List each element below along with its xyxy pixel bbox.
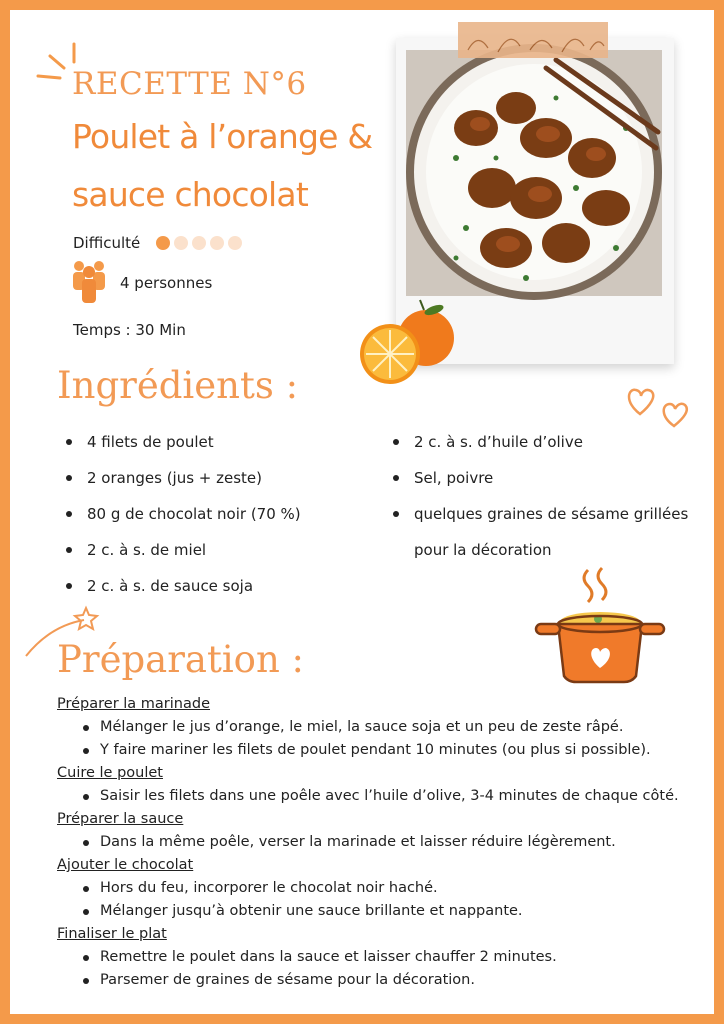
step-title: Cuire le poulet: [57, 765, 163, 781]
preparation-title: Préparation :: [57, 638, 305, 681]
cooking-pot-icon: [532, 564, 668, 688]
difficulty-dot: [228, 236, 242, 250]
prep-time: Temps : 30 Min: [73, 321, 186, 339]
ingredients-title: Ingrédients :: [57, 364, 299, 407]
recipe-title-line1: Poulet à l’orange &: [72, 117, 373, 156]
ingredient-item: 2 oranges (jus + zeste): [66, 469, 301, 505]
ingredient-item: 2 c. à s. d’huile d’olive: [393, 433, 688, 469]
step-instruction: Dans la même poêle, verser la marinade et laisser réduire légèrement.: [57, 831, 717, 854]
difficulty-dot: [192, 236, 206, 250]
ingredient-item: Sel, poivre: [393, 469, 688, 505]
difficulty-dot: [210, 236, 224, 250]
ingredient-item: quelques graines de sésame grillées: [393, 505, 688, 541]
step-title: Préparer la marinade: [57, 696, 211, 712]
hearts-icon: [624, 382, 694, 432]
ingredient-item: 2 c. à s. de miel: [66, 541, 301, 577]
difficulty-rating: [156, 236, 242, 250]
ingredient-item: pour la décoration: [414, 541, 552, 559]
step-instruction: Mélanger jusqu’à obtenir une sauce brillante et nappante.: [57, 900, 717, 923]
step-title: Ajouter le chocolat: [57, 857, 194, 873]
leaf-pattern: [458, 22, 608, 58]
step-title: Finaliser le plat: [57, 926, 167, 942]
step-instruction: Saisir les filets dans une poêle avec l’huile d’olive, 3-4 minutes de chaque côté.: [57, 785, 717, 808]
recipe-title-line2: sauce chocolat: [72, 175, 308, 214]
ingredients-list-left: [66, 433, 301, 613]
preparation-steps: [57, 693, 717, 992]
difficulty-dot: [174, 236, 188, 250]
step-instruction: Mélanger le jus d’orange, le miel, la sauce soja et un peu de zeste râpé.: [57, 716, 717, 739]
ingredient-item: 2 c. à s. de sauce soja: [66, 577, 301, 613]
orange-fruit-icon: [358, 298, 458, 390]
recipe-title: [72, 108, 372, 224]
washi-tape: [458, 22, 608, 58]
step-title: Préparer la sauce: [57, 811, 184, 827]
ingredient-item: 4 filets de poulet: [66, 433, 301, 469]
difficulty-dot: [156, 236, 170, 250]
servings: 4 personnes: [120, 274, 213, 292]
step-instruction: Remettre le poulet dans la sauce et laisser chauffer 2 minutes.: [57, 946, 717, 969]
step-instruction: Hors du feu, incorporer le chocolat noir haché.: [57, 877, 717, 900]
step-instruction: Parsemer de graines de sésame pour la décoration.: [57, 969, 717, 992]
ingredient-item: 80 g de chocolat noir (70 %): [66, 505, 301, 541]
recipe-number: RECETTE N°6: [72, 66, 307, 102]
people-icon: [72, 258, 106, 304]
ingredients-list-right: [393, 433, 688, 577]
difficulty-label: Difficulté: [73, 234, 141, 252]
step-instruction: Y faire mariner les filets de poulet pendant 10 minutes (ou plus si possible).: [57, 739, 717, 762]
